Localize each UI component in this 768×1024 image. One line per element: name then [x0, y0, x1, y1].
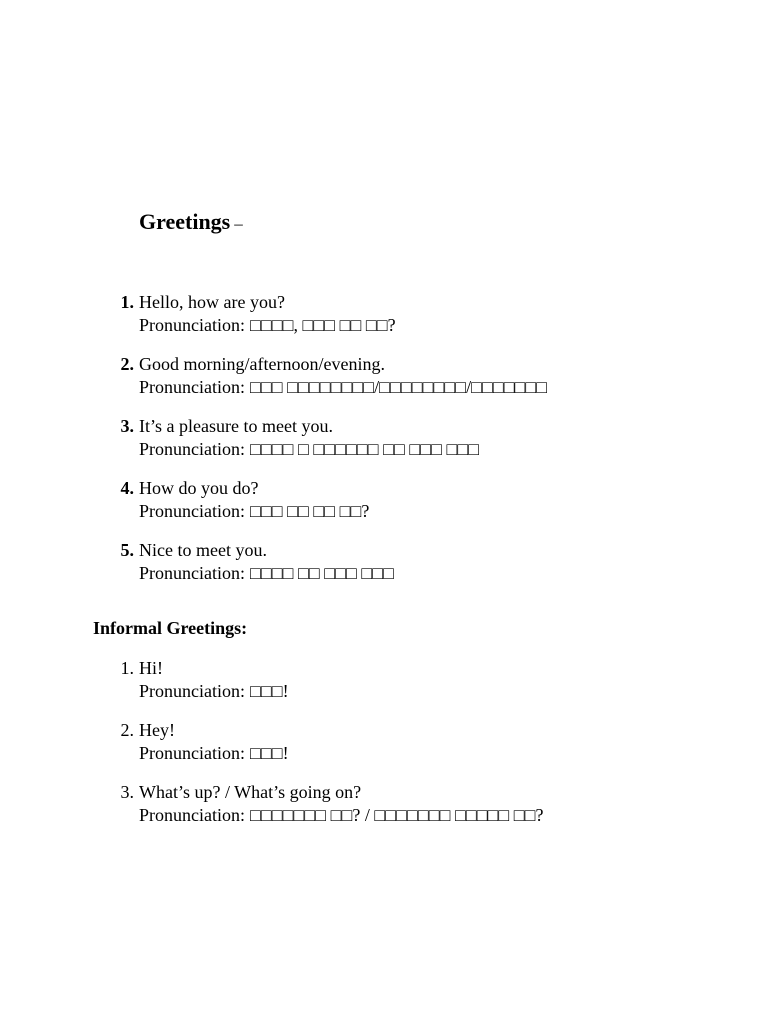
- pronunciation-line: [139, 500, 547, 523]
- list-item: [0, 781, 544, 827]
- list-item: [0, 719, 544, 765]
- pronunciation-text: □□□ □□ □□ □□?: [250, 501, 370, 521]
- english-phrase: Hello, how are you?: [139, 292, 285, 312]
- pronunciation-line: [139, 804, 544, 827]
- pronunciation-line: [139, 376, 547, 399]
- pronunciation-text: □□□□ □ □□□□□□ □□ □□□ □□□: [250, 439, 480, 459]
- list-item: [0, 657, 544, 703]
- greetings-title: Greetings: [139, 209, 231, 234]
- pronunciation-label: Pronunciation:: [139, 377, 245, 397]
- item-number: 3.: [120, 782, 134, 802]
- pronunciation-line: [139, 680, 544, 703]
- english-phrase: It’s a pleasure to meet you.: [139, 416, 333, 436]
- item-number: 4.: [120, 478, 134, 498]
- page-title: [139, 208, 243, 238]
- list-item: [0, 415, 547, 461]
- pronunciation-text: □□□□ □□ □□□ □□□: [250, 563, 394, 583]
- informal-greetings-heading: Informal Greetings:: [93, 618, 248, 638]
- item-number: 1.: [120, 658, 134, 678]
- pronunciation-label: Pronunciation:: [139, 743, 245, 763]
- english-phrase: Hi!: [139, 658, 163, 678]
- item-number: 5.: [120, 540, 134, 560]
- item-number: 2.: [120, 354, 134, 374]
- list-item: [0, 477, 547, 523]
- english-phrase: How do you do?: [139, 478, 259, 498]
- pronunciation-label: Pronunciation:: [139, 315, 245, 335]
- list-item: [0, 291, 547, 337]
- title-dash: –: [234, 214, 243, 233]
- pronunciation-line: [139, 438, 547, 461]
- english-phrase: Good morning/afternoon/evening.: [139, 354, 385, 374]
- pronunciation-text: □□□!: [250, 681, 289, 701]
- list-item: [0, 539, 547, 585]
- pronunciation-text: □□□□□□□ □□? / □□□□□□□ □□□□□ □□?: [250, 805, 544, 825]
- pronunciation-line: [139, 562, 547, 585]
- pronunciation-line: [139, 742, 544, 765]
- pronunciation-label: Pronunciation:: [139, 501, 245, 521]
- pronunciation-line: [139, 314, 547, 337]
- list-item: [0, 353, 547, 399]
- pronunciation-label: Pronunciation:: [139, 563, 245, 583]
- informal-greetings-list: [0, 657, 544, 843]
- item-number: 2.: [120, 720, 134, 740]
- pronunciation-text: □□□ □□□□□□□□/□□□□□□□□/□□□□□□□: [250, 377, 548, 397]
- english-phrase: Nice to meet you.: [139, 540, 267, 560]
- item-number: 1.: [120, 292, 134, 312]
- pronunciation-label: Pronunciation:: [139, 439, 245, 459]
- english-phrase: Hey!: [139, 720, 175, 740]
- formal-greetings-list: [0, 291, 547, 601]
- item-number: 3.: [120, 416, 134, 436]
- pronunciation-text: □□□□, □□□ □□ □□?: [250, 315, 396, 335]
- pronunciation-label: Pronunciation:: [139, 681, 245, 701]
- pronunciation-text: □□□!: [250, 743, 289, 763]
- english-phrase: What’s up? / What’s going on?: [139, 782, 362, 802]
- pronunciation-label: Pronunciation:: [139, 805, 245, 825]
